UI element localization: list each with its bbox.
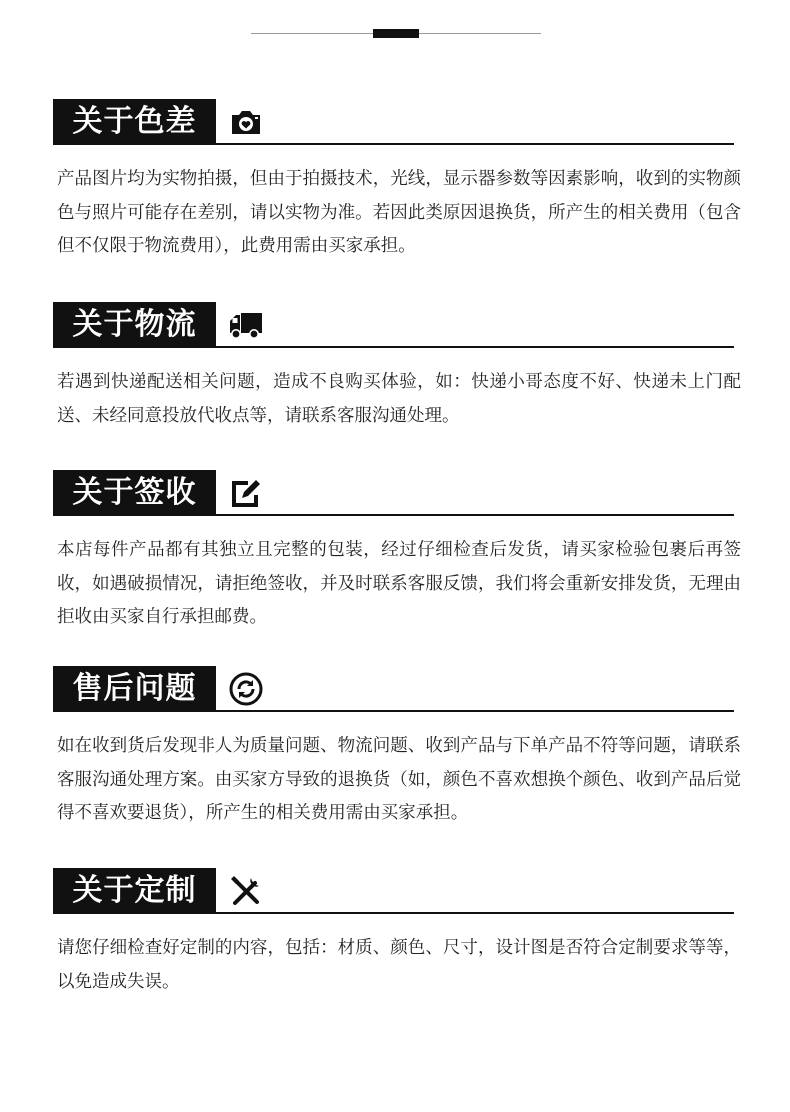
refresh-circle-icon (228, 671, 264, 707)
tools-icon (228, 873, 264, 909)
section-title: 关于色差 (53, 99, 216, 144)
section-body: 若遇到快递配送相关问题，造成不良购买体验，如：快递小哥态度不好、快递未上门配送、未经同意投放代收点等，请联系客服沟通处理。 (57, 372, 741, 426)
section-rule (53, 912, 734, 914)
section-rule (53, 143, 734, 145)
section-after-sales (0, 666, 790, 831)
section-title: 关于物流 (53, 302, 216, 347)
section-logistics (0, 302, 790, 433)
title-divider-accent (373, 29, 419, 38)
section-customization (0, 868, 790, 999)
section-rule (53, 514, 734, 516)
camera-heart-icon (228, 104, 264, 140)
section-title: 关于签收 (53, 470, 216, 515)
section-rule (53, 710, 734, 712)
section-title: 关于定制 (53, 868, 216, 913)
section-rule (53, 346, 734, 348)
section-body: 请您仔细检查好定制的内容，包括：材质、颜色、尺寸，设计图是否符合定制要求等等，以免造成失误。 (57, 938, 741, 992)
section-body: 本店每件产品都有其独立且完整的包装，经过仔细检查后发货，请买家检验包裹后再签收，如遇破损情况，请拒绝签收，并及时联系客服反馈，我们将会重新安排发货，无理由拒收由买家自行承担邮费。 (57, 540, 741, 627)
section-body: 产品图片均为实物拍摄，但由于拍摄技术，光线，显示器参数等因素影响，收到的实物颜色与照片可能存在差别，请以实物为准。若因此类原因退换货，所产生的相关费用（包含但不仅限于物流费用），此费用需由买家承担。 (57, 169, 741, 256)
section-body: 如在收到货后发现非人为质量问题、物流问题、收到产品与下单产品不符等问题，请联系客服沟通处理方案。由买家方导致的退换货（如，颜色不喜欢想换个颜色、收到产品后觉得不喜欢要退货），所产生的相关费用需由买家承担。 (57, 736, 741, 823)
edit-icon (228, 475, 264, 511)
section-title: 售后问题 (53, 666, 216, 711)
section-sign-for (0, 470, 790, 635)
section-color-difference (0, 99, 790, 264)
truck-icon (228, 307, 264, 343)
